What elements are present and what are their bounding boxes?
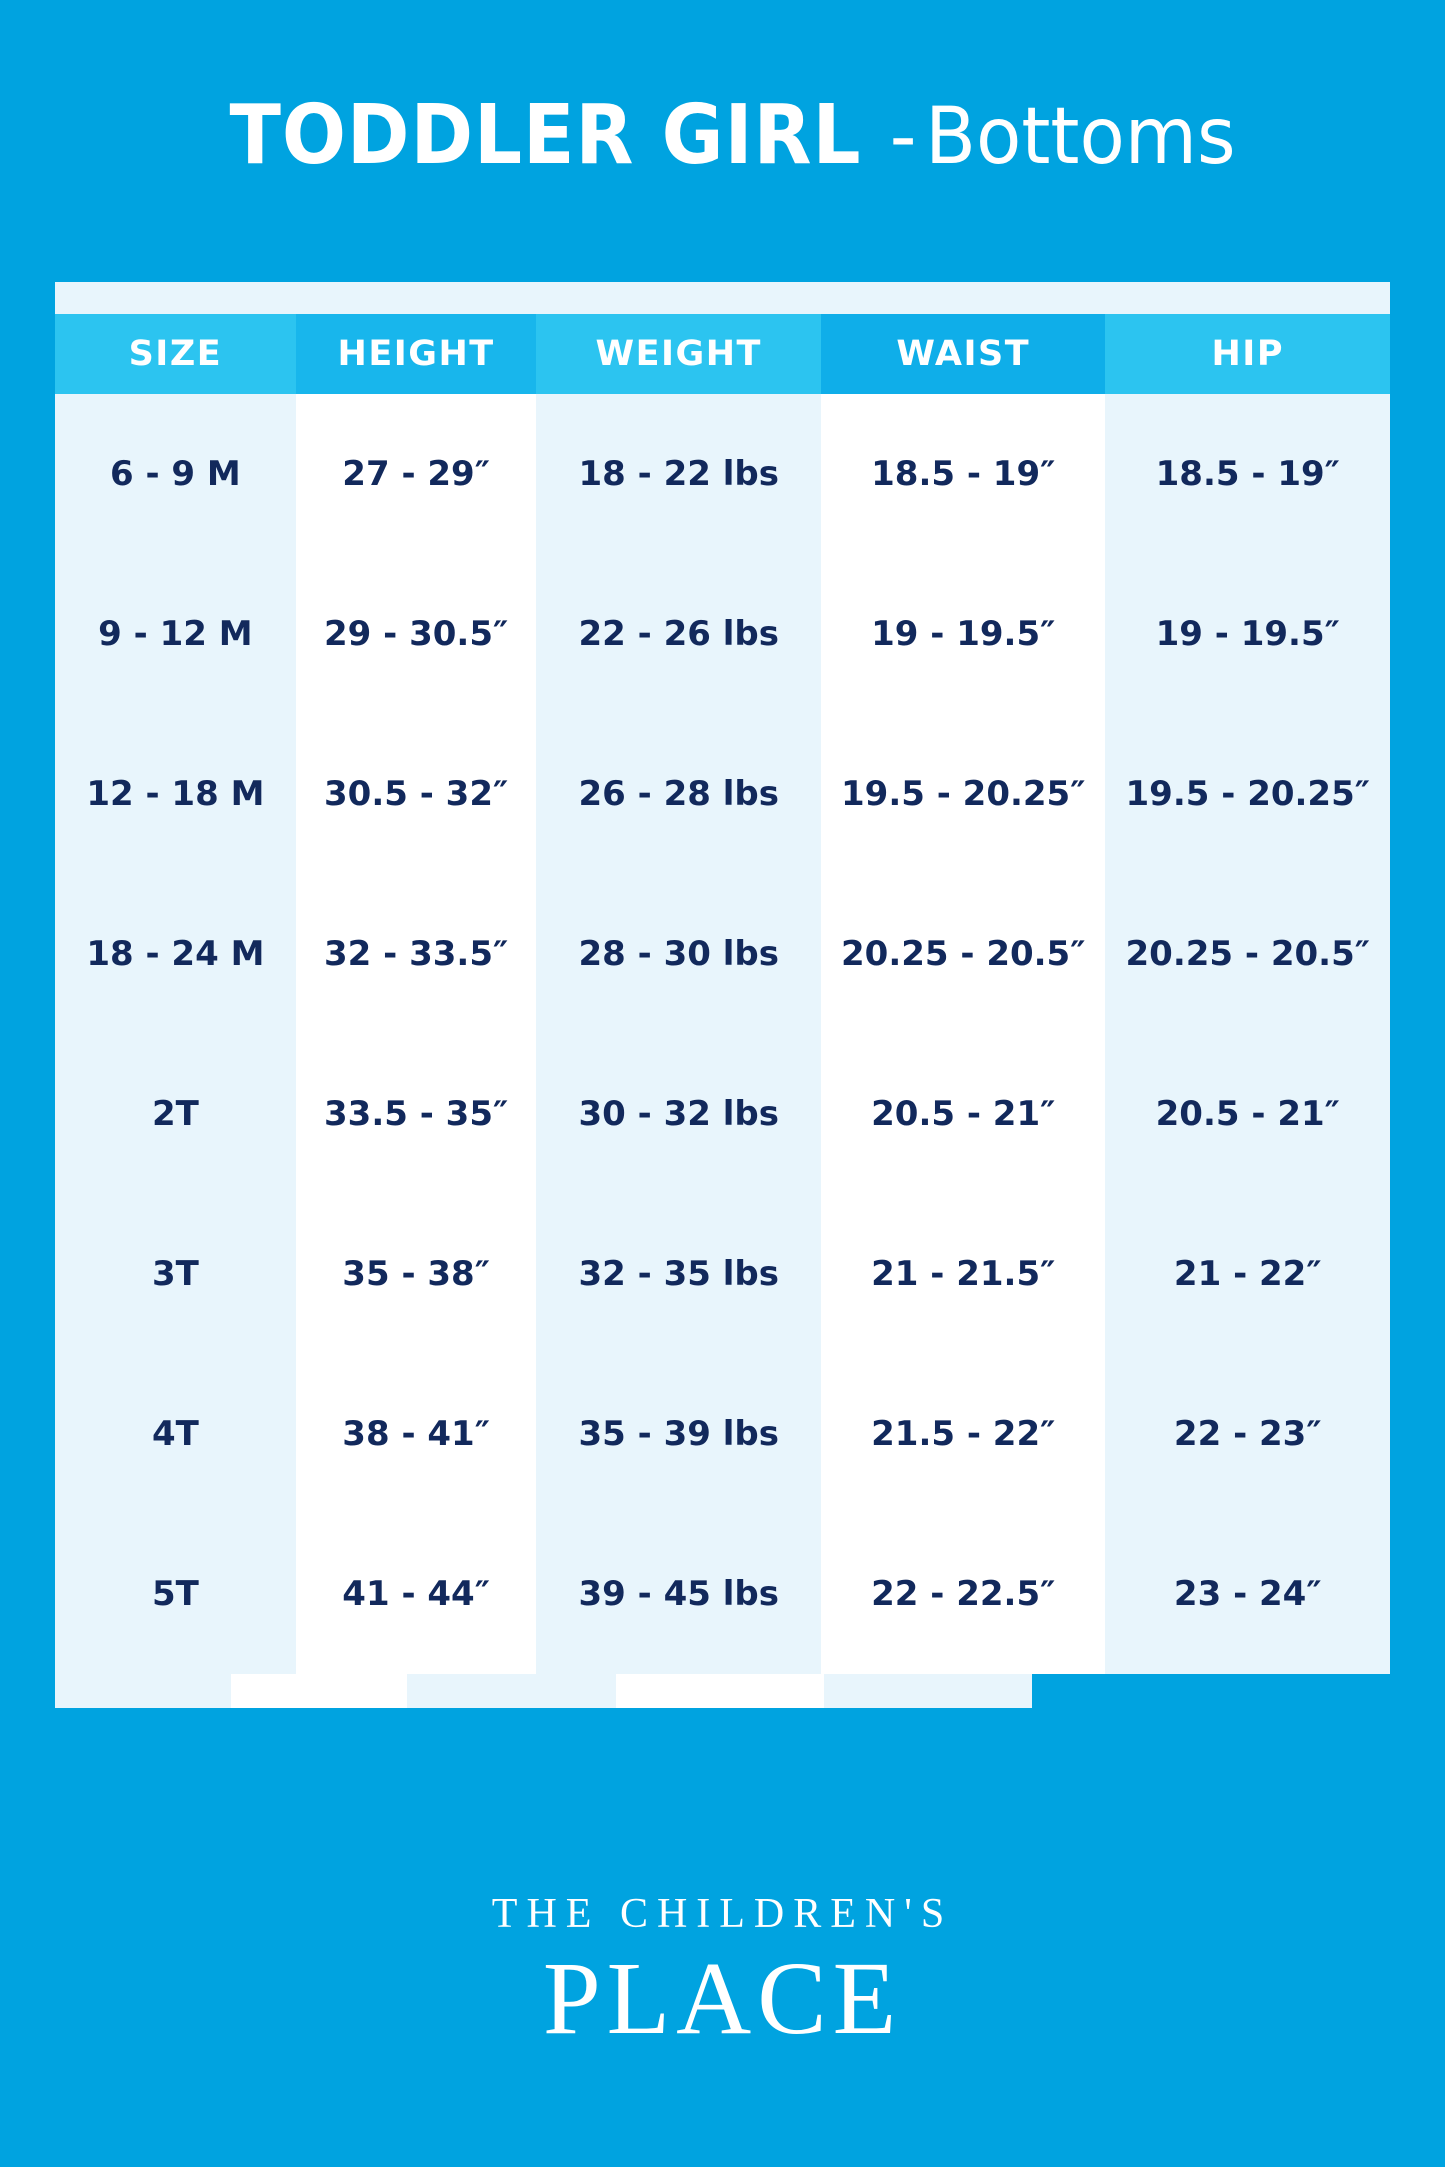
size-table [55, 314, 1390, 1674]
cell-hip: 19 - 19.5″ [1105, 554, 1390, 714]
cell-height: 35 - 38″ [296, 1194, 537, 1354]
cell-height: 27 - 29″ [296, 394, 537, 554]
table-row [55, 1514, 1390, 1674]
column-header-hip: HIP [1105, 314, 1390, 394]
cell-size: 3T [55, 1194, 296, 1354]
cell-waist: 21 - 21.5″ [821, 1194, 1106, 1354]
brand-logo-line1: THE CHILDREN'S [491, 1891, 954, 1937]
cell-weight: 26 - 28 lbs [536, 714, 821, 874]
table-row [55, 874, 1390, 1034]
cell-waist: 22 - 22.5″ [821, 1514, 1106, 1674]
cell-waist: 18.5 - 19″ [821, 394, 1106, 554]
table-top-strip [55, 282, 1390, 314]
cell-weight: 35 - 39 lbs [536, 1354, 821, 1514]
brand-logo-line2: PLACE [542, 1941, 903, 2056]
cell-hip: 20.5 - 21″ [1105, 1034, 1390, 1194]
column-header-size: SIZE [55, 314, 296, 394]
column-header-waist: WAIST [821, 314, 1106, 394]
cell-height: 33.5 - 35″ [296, 1034, 537, 1194]
table-row [55, 1194, 1390, 1354]
page-title-main: TODDLER GIRL [229, 88, 862, 183]
page-title-separator: - [889, 92, 916, 182]
cell-size: 4T [55, 1354, 296, 1514]
cell-waist: 20.25 - 20.5″ [821, 874, 1106, 1034]
cell-height: 29 - 30.5″ [296, 554, 537, 714]
cell-height: 41 - 44″ [296, 1514, 537, 1674]
cell-weight: 30 - 32 lbs [536, 1034, 821, 1194]
cell-weight: 39 - 45 lbs [536, 1514, 821, 1674]
brand-logo [0, 1890, 1445, 2056]
table-row [55, 1034, 1390, 1194]
cell-size: 2T [55, 1034, 296, 1194]
cell-hip: 23 - 24″ [1105, 1514, 1390, 1674]
page-title-sub: Bottoms [924, 92, 1236, 182]
cell-height: 38 - 41″ [296, 1354, 537, 1514]
bottom-strip-size [55, 1674, 231, 1708]
bottom-strip-waist [616, 1674, 824, 1708]
table-bottom-strip [55, 1674, 1390, 1708]
cell-waist: 20.5 - 21″ [821, 1034, 1106, 1194]
cell-weight: 32 - 35 lbs [536, 1194, 821, 1354]
cell-size: 12 - 18 M [55, 714, 296, 874]
cell-size: 6 - 9 M [55, 394, 296, 554]
cell-size: 9 - 12 M [55, 554, 296, 714]
cell-weight: 18 - 22 lbs [536, 394, 821, 554]
cell-waist: 19.5 - 20.25″ [821, 714, 1106, 874]
bottom-strip-hip [824, 1674, 1032, 1708]
bottom-strip-height [231, 1674, 407, 1708]
table-header-row [55, 314, 1390, 394]
table-row [55, 554, 1390, 714]
size-table-container [55, 282, 1390, 1708]
cell-height: 32 - 33.5″ [296, 874, 537, 1034]
cell-weight: 28 - 30 lbs [536, 874, 821, 1034]
cell-hip: 21 - 22″ [1105, 1194, 1390, 1354]
bottom-strip-weight [407, 1674, 615, 1708]
cell-size: 5T [55, 1514, 296, 1674]
cell-waist: 21.5 - 22″ [821, 1354, 1106, 1514]
cell-hip: 19.5 - 20.25″ [1105, 714, 1390, 874]
cell-hip: 20.25 - 20.5″ [1105, 874, 1390, 1034]
table-row [55, 394, 1390, 554]
cell-height: 30.5 - 32″ [296, 714, 537, 874]
table-row [55, 1354, 1390, 1514]
cell-hip: 22 - 23″ [1105, 1354, 1390, 1514]
column-header-weight: WEIGHT [536, 314, 821, 394]
cell-size: 18 - 24 M [55, 874, 296, 1034]
page-title [0, 0, 1445, 183]
cell-waist: 19 - 19.5″ [821, 554, 1106, 714]
column-header-height: HEIGHT [296, 314, 537, 394]
table-row [55, 714, 1390, 874]
cell-weight: 22 - 26 lbs [536, 554, 821, 714]
cell-hip: 18.5 - 19″ [1105, 394, 1390, 554]
